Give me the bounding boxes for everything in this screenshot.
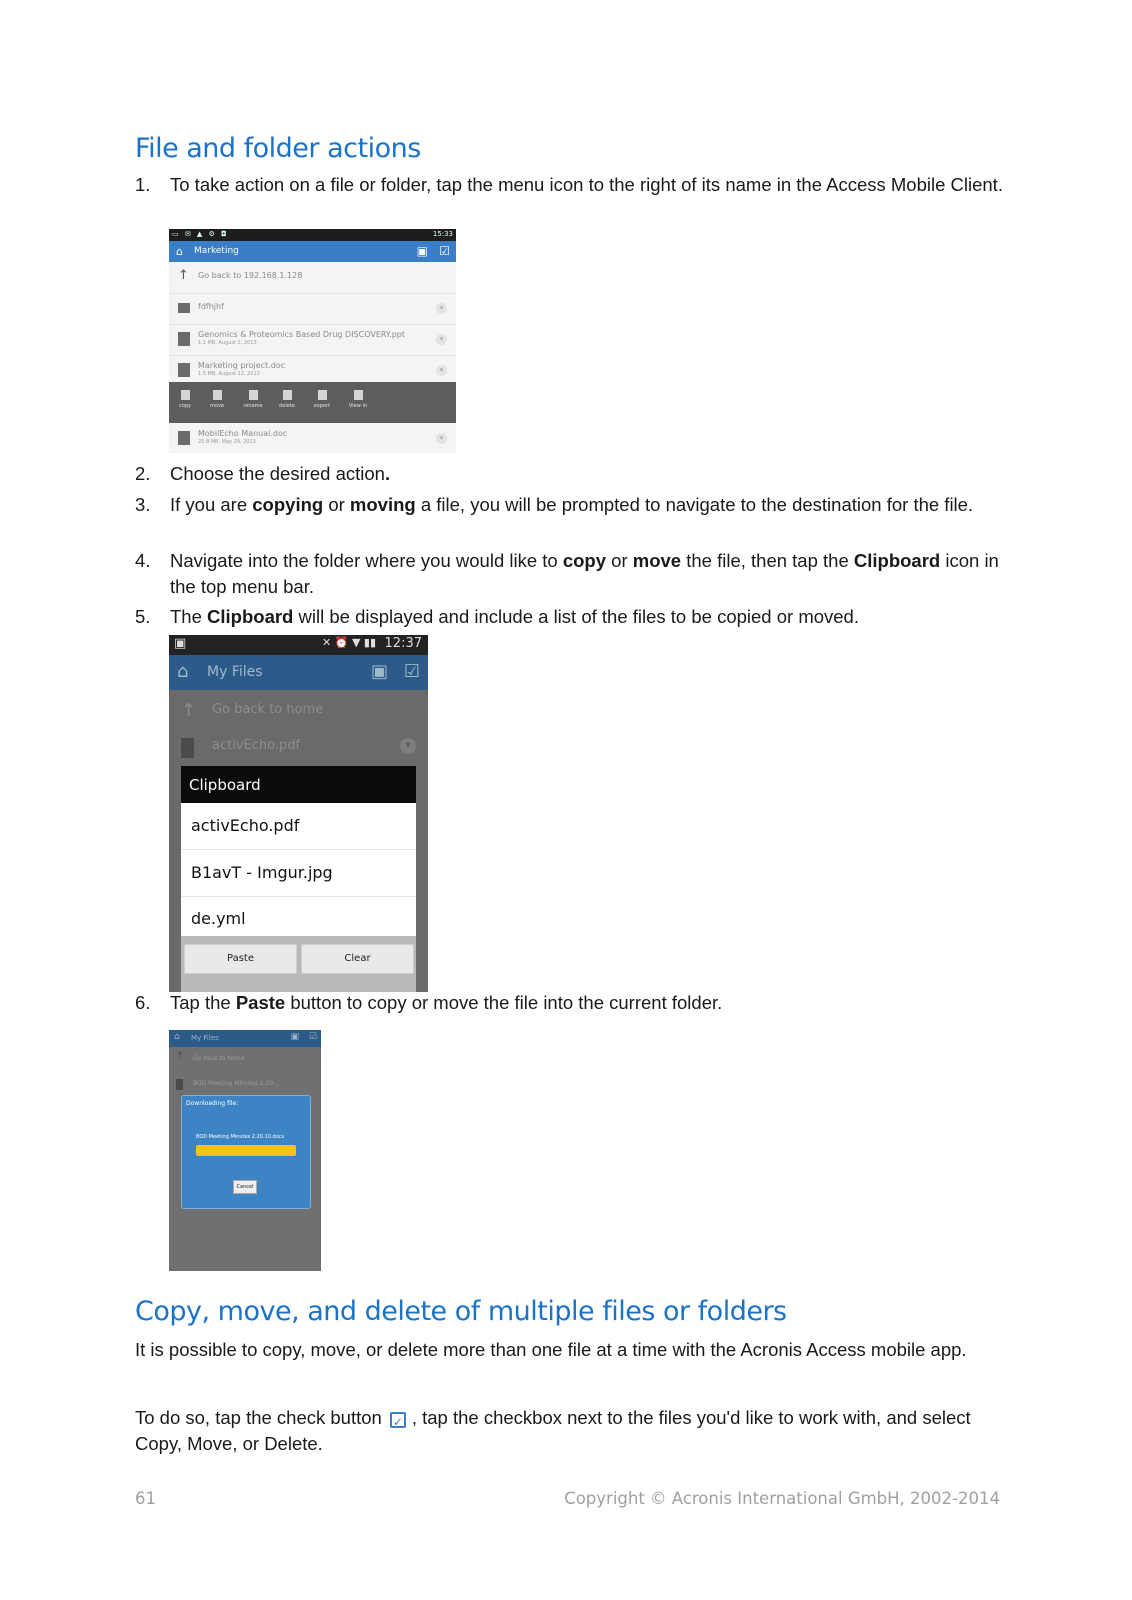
- list-item-label: Go back to home: [212, 702, 324, 717]
- file-icon: [178, 332, 190, 346]
- step-number: 3.: [135, 494, 151, 515]
- step-text-bold: Clipboard: [207, 606, 294, 627]
- checkbox-icon[interactable]: ☑: [403, 661, 420, 682]
- move-icon: [213, 390, 222, 400]
- move-action[interactable]: [205, 390, 229, 409]
- step-number: 4.: [135, 550, 151, 571]
- step-text: a file, you will be prompted to navigate to the destination for the file.: [415, 494, 974, 515]
- file-actions-screenshot: [169, 229, 456, 453]
- step-text: If you are: [170, 494, 253, 515]
- list-item[interactable]: [169, 690, 428, 730]
- clipboard-dialog: [181, 766, 416, 992]
- download-dialog: [181, 1095, 311, 1209]
- step-6: [135, 990, 1015, 1016]
- list-item-label: Genomics & Proteomics Based Drug DISCOVERY.ppt: [198, 330, 406, 339]
- app-bar: [169, 241, 456, 262]
- list-item-label: Marketing project.doc: [198, 361, 286, 370]
- folder-title: Marketing: [194, 246, 239, 256]
- file-icon: [178, 431, 190, 445]
- list-item-meta: 1.1 MB, August 2, 2013: [198, 340, 257, 346]
- step-5: [135, 604, 1015, 630]
- home-icon[interactable]: ⌂: [174, 1032, 180, 1042]
- list-item-meta: 25.8 MB, May 29, 2013: [198, 439, 256, 445]
- step-text-bold: move: [632, 550, 682, 571]
- gallery-icon: ▣: [174, 636, 187, 651]
- folder-icon: [178, 303, 190, 313]
- step-number: 5.: [135, 606, 151, 627]
- export-action[interactable]: [310, 390, 334, 409]
- page-number: 61: [135, 1489, 156, 1508]
- step-number: 1.: [135, 174, 151, 195]
- section-title: Copy, move, and delete of multiple files or folders: [135, 1296, 787, 1327]
- folder-title: My Files: [207, 664, 263, 680]
- step-text: Tap the: [170, 992, 236, 1013]
- status-icons: ✕ ⏰ ▼ ▮▮: [322, 636, 376, 649]
- arrow-up-icon: ↑: [181, 700, 197, 721]
- step-3: [135, 492, 1015, 518]
- view-in-action[interactable]: [346, 390, 370, 409]
- list-item-label: MobilEcho Manual.doc: [198, 429, 288, 438]
- clipboard-item[interactable]: [181, 803, 416, 850]
- delete-action[interactable]: [275, 390, 299, 409]
- menu-chevron-icon[interactable]: ▾: [436, 334, 447, 345]
- app-bar: [169, 655, 428, 690]
- step-number: 6.: [135, 992, 151, 1013]
- clipboard-icon[interactable]: ▣: [416, 244, 428, 258]
- step-text: icon in the top menu bar.: [170, 550, 999, 597]
- step-text: the file, then tap the: [681, 550, 854, 571]
- clipboard-screenshot: [169, 635, 428, 992]
- download-file-name: BOD Meeting Minutes 2.20.10.docx: [196, 1134, 285, 1140]
- step-text: or: [323, 494, 350, 515]
- export-icon: [318, 390, 327, 400]
- step-text: button to copy or move the file into the current folder.: [285, 992, 723, 1013]
- action-label: View in: [348, 403, 367, 409]
- clipboard-icon[interactable]: ▣: [370, 661, 388, 682]
- view-in-icon: [354, 390, 363, 400]
- section-title: File and folder actions: [135, 133, 421, 164]
- paragraph-text: , tap the checkbox next to the files you'd like to work with, and select Copy, Move, or Delete.: [135, 1407, 971, 1454]
- list-item-label: fdfhjhf: [198, 302, 224, 311]
- action-label: move: [210, 403, 224, 409]
- list-item[interactable]: [169, 1074, 321, 1094]
- step-text-bold: copying: [252, 494, 324, 515]
- home-icon[interactable]: ⌂: [177, 661, 189, 682]
- step-text: The: [170, 606, 208, 627]
- step-4: [135, 548, 1015, 600]
- dialog-title: Clipboard: [189, 776, 261, 794]
- folder-title: My Files: [191, 1034, 219, 1042]
- step-text: or: [606, 550, 633, 571]
- list-item-label: Go back to 192.168.1.128: [198, 271, 303, 280]
- status-time: 15:33: [432, 230, 453, 238]
- list-item[interactable]: [169, 730, 428, 766]
- step-text: Choose the desired action: [170, 463, 385, 484]
- dialog-title: Downloading file:: [186, 1100, 239, 1107]
- file-icon: [178, 363, 190, 377]
- paragraph-text: To do so, tap the check button: [135, 1407, 382, 1428]
- step-text: To take action on a file or folder, tap the menu icon to the right of its name in the Access Mobile Client.: [170, 174, 1003, 195]
- rename-icon: [249, 390, 258, 400]
- copyright: Copyright © Acronis International GmbH, 2002-2014: [564, 1489, 1000, 1508]
- dialog-button-row: [181, 936, 416, 992]
- status-time: 12:37: [384, 636, 422, 651]
- dialog-header: [181, 766, 416, 803]
- menu-chevron-icon[interactable]: ▾: [436, 433, 447, 444]
- step-text-bold: copy: [562, 550, 607, 571]
- action-label: export: [313, 403, 331, 409]
- checkbox-icon[interactable]: ☑: [439, 244, 450, 258]
- action-label: copy: [179, 403, 191, 409]
- clipboard-item-label: B1avT - Imgur.jpg: [191, 863, 333, 882]
- menu-chevron-icon[interactable]: ▾: [400, 738, 416, 754]
- progress-bar: [196, 1145, 296, 1156]
- list-item-label: Go back to home: [193, 1055, 245, 1062]
- clipboard-icon[interactable]: ▣: [290, 1032, 299, 1042]
- step-text-bold: Clipboard: [853, 550, 941, 571]
- step-text-bold: Paste: [235, 992, 286, 1013]
- list-item-label: activEcho.pdf: [212, 738, 301, 753]
- home-icon[interactable]: ⌂: [176, 245, 183, 258]
- list-item[interactable]: [169, 423, 456, 453]
- list-item[interactable]: [169, 293, 456, 325]
- arrow-up-icon: ↑: [176, 1051, 185, 1062]
- clipboard-item[interactable]: [181, 850, 416, 897]
- list-item[interactable]: [169, 262, 456, 294]
- step-1: [135, 172, 1015, 198]
- rename-action[interactable]: [241, 390, 265, 409]
- step-text-bold: moving: [349, 494, 416, 515]
- paragraph: It is possible to copy, move, or delete more than one file at a time with the Acronis Access mobile app.: [135, 1339, 967, 1360]
- step-text-bold: .: [384, 463, 391, 484]
- cancel-button[interactable]: Cancel: [233, 1180, 257, 1194]
- app-bar: [169, 1030, 321, 1047]
- status-bar: [169, 635, 428, 655]
- file-icon: [176, 1079, 183, 1090]
- clipboard-item-label: de.yml: [191, 909, 246, 928]
- list-item[interactable]: [169, 324, 456, 356]
- copy-action[interactable]: [173, 390, 197, 409]
- list-item-label: BOD Meeting Minutes 2.20...: [193, 1080, 279, 1087]
- paste-button[interactable]: Paste: [184, 944, 297, 974]
- clear-button[interactable]: Clear: [301, 944, 414, 974]
- list-item[interactable]: [169, 1047, 321, 1073]
- step-number: 2.: [135, 463, 151, 484]
- list-item-meta: 1.5 MB, August 12, 2013: [198, 371, 260, 377]
- clipboard-item-label: activEcho.pdf: [191, 816, 300, 835]
- status-bar: [169, 229, 456, 241]
- copy-icon: [181, 390, 190, 400]
- action-bar: [169, 382, 456, 423]
- checkbox-icon[interactable]: ☑: [308, 1032, 317, 1042]
- notification-icons: ▭ ✉ ▲ ⚙ ◘: [172, 230, 229, 238]
- menu-chevron-icon[interactable]: ▾: [436, 365, 447, 376]
- arrow-up-icon: ↑: [178, 268, 189, 283]
- action-label: delete: [279, 403, 295, 409]
- trash-icon: [283, 390, 292, 400]
- menu-chevron-icon[interactable]: ▾: [436, 303, 447, 314]
- action-label: rename: [243, 403, 263, 409]
- step-text: will be displayed and include a list of the files to be copied or moved.: [293, 606, 859, 627]
- file-icon: [181, 738, 194, 758]
- checkbox-icon: ✓: [390, 1412, 406, 1428]
- step-text: Navigate into the folder where you would like to: [170, 550, 563, 571]
- step-2: [135, 461, 1015, 487]
- downloading-screenshot: [169, 1030, 321, 1271]
- paragraph: [135, 1405, 1015, 1457]
